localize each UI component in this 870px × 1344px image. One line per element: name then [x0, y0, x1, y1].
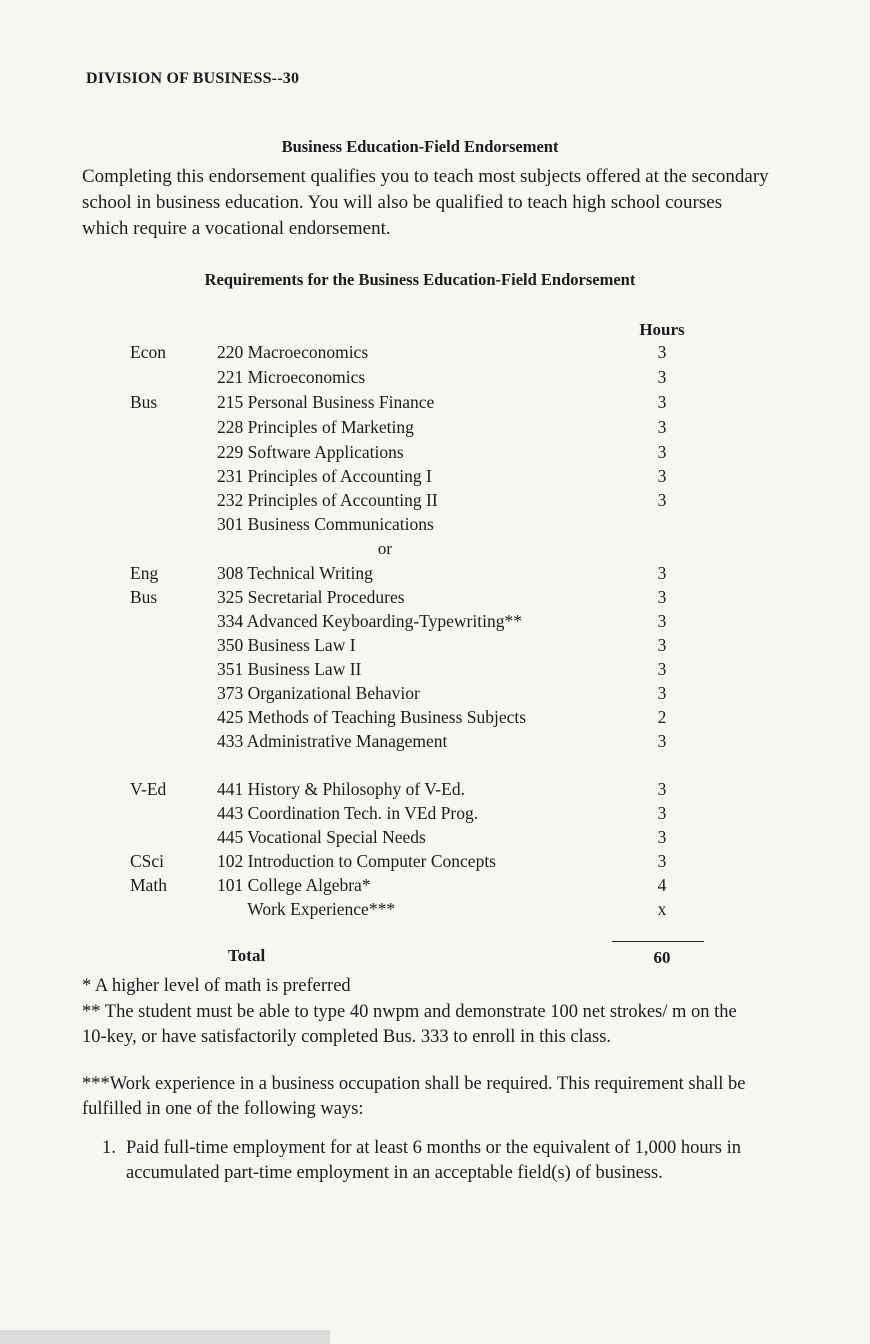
hours-cell: 3	[657, 803, 667, 823]
course-cell: 334 Advanced Keyboarding-Typewriting**	[217, 611, 522, 631]
table-row	[0, 390, 870, 414]
table-row	[0, 873, 870, 897]
course-cell: 215 Personal Business Finance	[217, 392, 435, 412]
table-row	[0, 440, 870, 464]
footnote-math: * A higher level of math is preferred	[82, 976, 351, 996]
hours-cell: 3	[657, 587, 667, 607]
hours-cell: 3	[657, 417, 667, 437]
course-cell: 425 Methods of Teaching Business Subjects	[217, 707, 527, 727]
hours-cell: 3	[657, 731, 667, 751]
table-row	[0, 633, 870, 657]
table-row	[0, 657, 870, 681]
table-row	[0, 512, 870, 536]
table-row	[0, 561, 870, 585]
table-row	[0, 729, 870, 753]
total-rule	[612, 941, 704, 942]
course-cell: 325 Secretarial Procedures	[217, 587, 405, 607]
course-cell: 301 Business Communications	[217, 514, 434, 534]
hours-cell: 3	[657, 611, 667, 631]
course-cell: 229 Software Applications	[217, 442, 404, 462]
hours-cell: 3	[657, 635, 667, 655]
hours-column-header: Hours	[639, 320, 685, 339]
course-cell: 441 History & Philosophy of V-Ed.	[217, 779, 465, 799]
table-row	[0, 825, 870, 849]
or-separator: or	[377, 539, 393, 558]
list-item-text: Paid full-time employment for at least 6 months or the equivalent of 1,000 hours in accumulated part-time employment in an acceptable field(s) of business.	[126, 1138, 742, 1183]
dept-cell: Bus	[130, 587, 158, 607]
table-row	[0, 609, 870, 633]
dept-cell: Eng	[130, 563, 159, 583]
course-cell: 220 Macroeconomics	[217, 342, 369, 362]
course-cell: 308 Technical Writing	[217, 563, 373, 583]
hours-cell: 2	[657, 707, 667, 727]
table-row	[0, 340, 870, 364]
table-row	[0, 705, 870, 729]
course-cell: 373 Organizational Behavior	[217, 683, 420, 703]
hours-cell: 3	[657, 490, 667, 510]
table-row	[0, 488, 870, 512]
hours-cell: 3	[657, 827, 667, 847]
dept-cell: CSci	[130, 851, 165, 871]
table-row	[0, 585, 870, 609]
dept-cell: Econ	[130, 342, 166, 362]
course-cell: 350 Business Law I	[217, 635, 356, 655]
section-title: Business Education-Field Endorsement	[281, 137, 559, 156]
course-cell: 101 College Algebra*	[217, 875, 371, 895]
course-cell: 102 Introduction to Computer Concepts	[217, 851, 496, 871]
requirements-title: Requirements for the Business Education-Field Endorsement	[204, 270, 636, 289]
course-cell: 231 Principles of Accounting I	[217, 466, 432, 486]
total-value: 60	[653, 948, 671, 967]
course-cell: 221 Microeconomics	[217, 367, 366, 387]
hours-cell: 3	[657, 851, 667, 871]
course-cell: 443 Coordination Tech. in VEd Prog.	[217, 803, 479, 823]
dept-cell: Bus	[130, 392, 158, 412]
course-cell: 228 Principles of Marketing	[217, 417, 414, 437]
hours-cell: 3	[657, 367, 667, 387]
hours-cell: 3	[657, 466, 667, 486]
intro-paragraph: Completing this endorsement qualifies you to teach most subjects offered at the secondary school in business education. You will also be qualified to teach high school courses which require a vocational endorsement.	[82, 166, 769, 239]
dept-cell: V-Ed	[130, 779, 167, 799]
table-row	[0, 365, 870, 389]
footnote-typing: ** The student must be able to type 40 nwpm and demonstrate 100 net strokes/ m on the 10-key, or have satisfactorily completed Bus. 333 to enroll in this class.	[82, 1002, 737, 1047]
hours-cell: 3	[657, 342, 667, 362]
course-cell: 232 Principles of Accounting II	[217, 490, 438, 510]
hours-cell: x	[657, 899, 667, 919]
table-row	[0, 849, 870, 873]
table-row	[0, 464, 870, 488]
hours-cell: 3	[657, 442, 667, 462]
course-cell: 351 Business Law II	[217, 659, 362, 679]
hours-cell: 3	[657, 563, 667, 583]
table-row	[0, 415, 870, 439]
table-row	[0, 777, 870, 801]
course-cell: Work Experience***	[217, 899, 396, 919]
course-cell: 445 Vocational Special Needs	[217, 827, 426, 847]
hours-cell: 3	[657, 392, 667, 412]
footnote-work-experience: ***Work experience in a business occupation shall be required. This requirement shall be fulfilled in one of the following ways:	[82, 1074, 746, 1119]
table-row	[0, 897, 870, 921]
course-cell: 433 Administrative Management	[217, 731, 448, 751]
hours-cell: 3	[657, 779, 667, 799]
hours-cell: 4	[657, 875, 667, 895]
hours-cell: 3	[657, 683, 667, 703]
page-header: DIVISION OF BUSINESS--30	[86, 70, 300, 87]
table-row	[0, 801, 870, 825]
dept-cell: Math	[130, 875, 167, 895]
total-label: Total	[228, 946, 266, 965]
list-item-number: 1.	[102, 1138, 116, 1158]
table-row	[0, 681, 870, 705]
scan-edge-shadow	[0, 1330, 330, 1344]
hours-cell: 3	[657, 659, 667, 679]
